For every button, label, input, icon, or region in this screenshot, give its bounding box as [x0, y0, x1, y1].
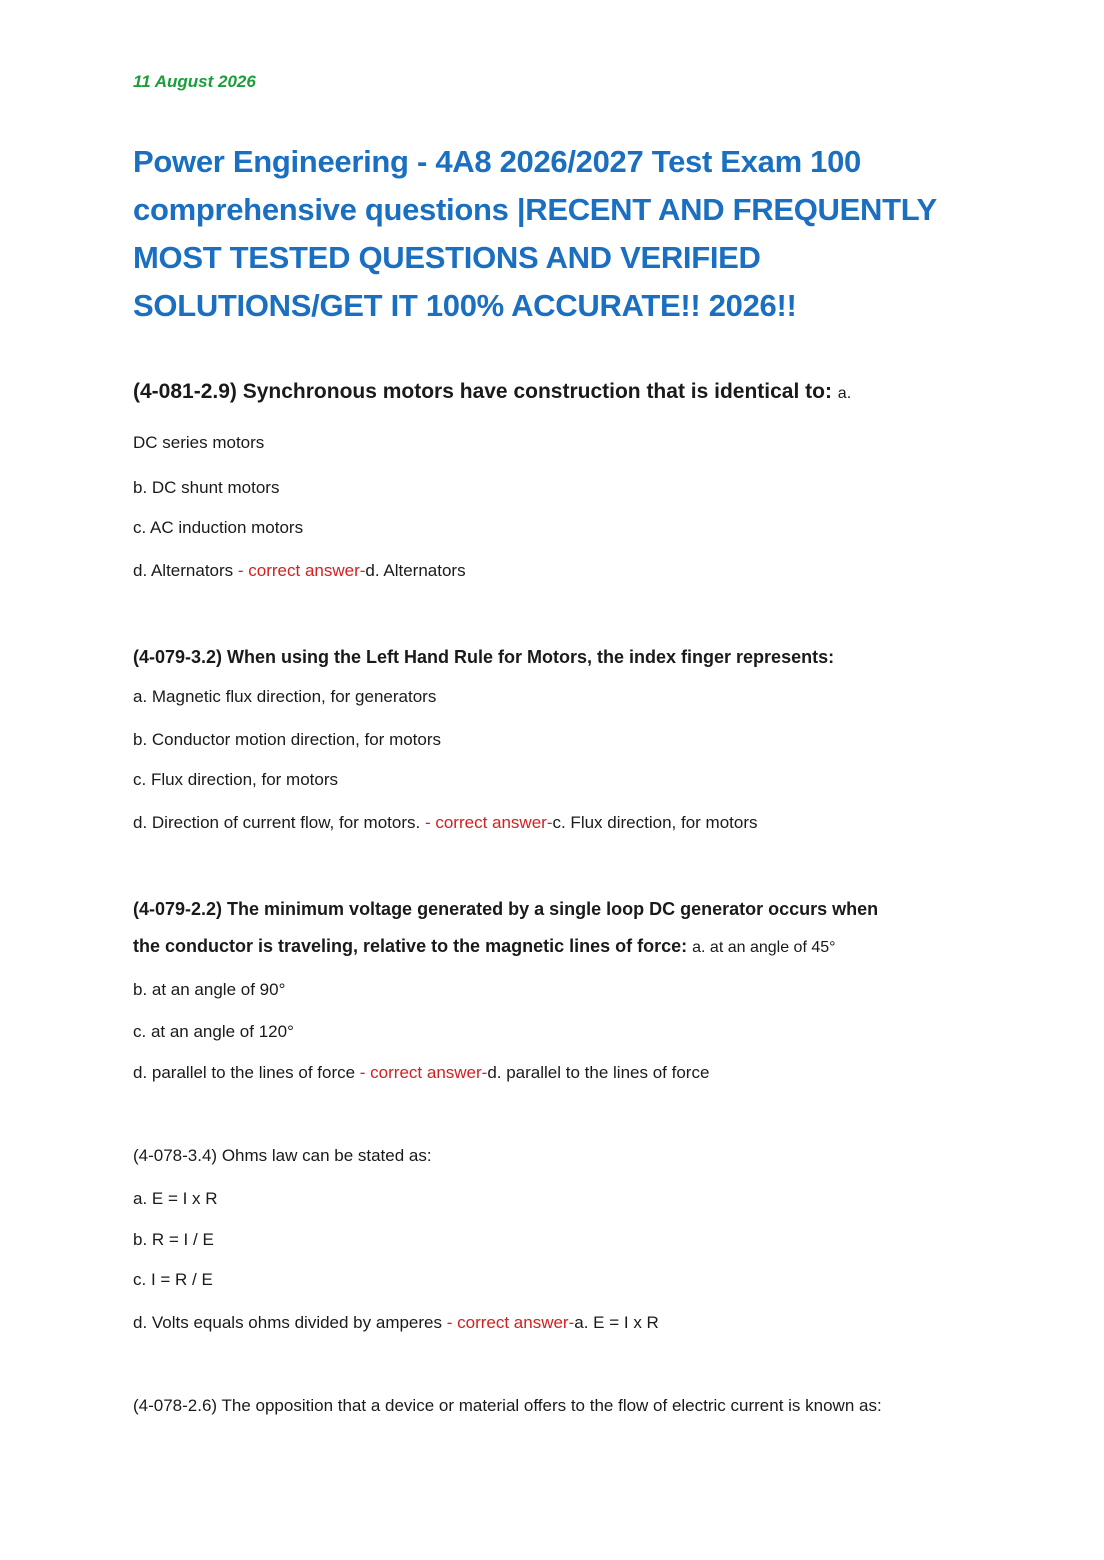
correct-answer-marker: - correct answer-	[446, 1313, 575, 1332]
question-2-option-d	[133, 813, 758, 833]
question-1-option-a: DC series motors	[133, 433, 265, 452]
document-title: Power Engineering - 4A8 2026/2027 Test Exam 100 comprehensive questions |RECENT AND FREQUENTLY MOST TESTED QUESTIONS AND VERIFIED SOLUTIONS/GET IT 100% ACCURATE!! 2026!!	[133, 144, 937, 323]
question-3-text: the conductor is traveling, relative to the magnetic lines of force:	[133, 936, 693, 956]
question-3-option-b: b. at an angle of 90°	[133, 980, 286, 999]
question-2-option-c: c. Flux direction, for motors	[133, 770, 339, 789]
question-4: (4-078-3.4) Ohms law can be stated as:	[133, 1146, 432, 1165]
question-1-option-d	[133, 561, 466, 581]
question-2: (4-079-3.2) When using the Left Hand Rule for Motors, the index finger represents:	[133, 647, 835, 667]
correct-answer-marker: - correct answer-	[359, 1063, 488, 1082]
question-4-option-d	[133, 1313, 659, 1333]
question-3-line-2	[133, 936, 836, 957]
question-1-option-b: b. DC shunt motors	[133, 478, 280, 497]
question-1	[133, 380, 851, 404]
question-5: (4-078-2.6) The opposition that a device or material offers to the flow of electric current is known as:	[133, 1396, 882, 1415]
answer-text: a. E = I x R	[574, 1313, 659, 1332]
answer-text: c. Flux direction, for motors	[552, 813, 758, 832]
question-4-option-a: a. E = I x R	[133, 1189, 218, 1208]
answer-text: d. parallel to the lines of force	[487, 1063, 710, 1082]
option-text: d. Alternators	[133, 561, 238, 580]
document-date: 11 August 2026	[133, 72, 256, 91]
option-text: d. Volts equals ohms divided by amperes	[133, 1313, 447, 1332]
option-text: d. Direction of current flow, for motors.	[133, 813, 425, 832]
answer-text: d. Alternators	[365, 561, 466, 580]
question-2-option-b: b. Conductor motion direction, for motors	[133, 730, 442, 749]
question-2-option-a: a. Magnetic flux direction, for generators	[133, 687, 437, 706]
question-4-option-b: b. R = I / E	[133, 1230, 214, 1249]
question-1-inline-option: a.	[837, 385, 852, 402]
question-3-line-1: (4-079-2.2) The minimum voltage generated by a single loop DC generator occurs when	[133, 899, 879, 919]
question-4-option-c: c. I = R / E	[133, 1270, 213, 1289]
question-3-option-c: c. at an angle of 120°	[133, 1022, 294, 1041]
question-1-text: (4-081-2.9) Synchronous motors have construction that is identical to:	[133, 380, 838, 403]
question-3-option-d	[133, 1063, 709, 1083]
option-text: d. parallel to the lines of force	[133, 1063, 360, 1082]
correct-answer-marker: - correct answer-	[424, 813, 553, 832]
correct-answer-marker: - correct answer-	[237, 561, 366, 580]
question-1-option-c: c. AC induction motors	[133, 518, 304, 537]
question-3-inline-option: a. at an angle of 45°	[692, 939, 836, 956]
